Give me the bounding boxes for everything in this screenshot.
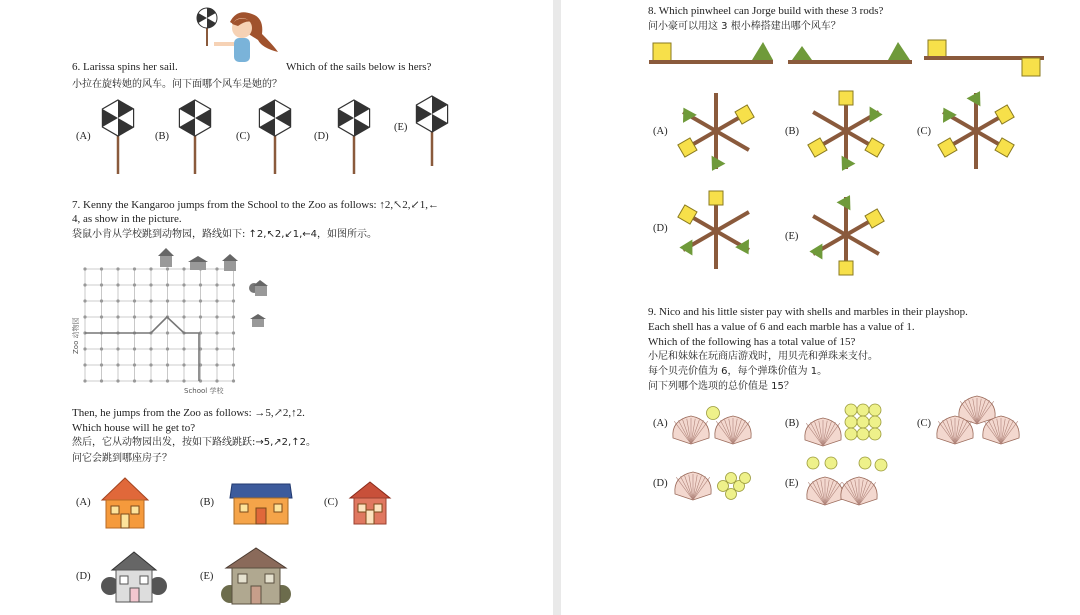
q7-option-d-label: (D) [76, 571, 91, 582]
q8-option-d-label: (D) [653, 223, 668, 234]
q9-option-e-label: (E) [785, 478, 799, 489]
q7-then-line2: Which house will he get to? [72, 422, 196, 434]
right-page [561, 0, 1080, 615]
pinwheel-d-image[interactable] [334, 98, 374, 176]
q6-option-d-label: (D) [314, 131, 329, 142]
q9-chinese-line2: 每个贝壳价值为 6，每个弹珠价值为 1。 [648, 366, 828, 377]
q7-option-c-label: (C) [324, 497, 338, 508]
rod-3-image [924, 38, 1049, 78]
q9-option-d-label: (D) [653, 478, 668, 489]
map-house-top-3 [222, 254, 238, 271]
star-pinwheel-b-image[interactable] [801, 86, 891, 176]
q9-text-line3: Which of the following has a total value of 15? [648, 336, 856, 348]
q9-option-c-image[interactable] [937, 394, 1027, 446]
house-d-image[interactable] [100, 548, 168, 606]
q8-option-b-label: (B) [785, 126, 799, 137]
pinwheel-e-image[interactable] [412, 94, 452, 172]
house-c-image[interactable] [346, 480, 394, 526]
q6-option-a-label: (A) [76, 131, 91, 142]
q9-option-b-image[interactable] [803, 400, 898, 448]
map-house-right-1 [249, 280, 268, 296]
q9-chinese-line1: 小尼和妹妹在玩商店游戏时，用贝壳和弹珠来支付。 [648, 351, 878, 362]
rod-1-image [649, 38, 774, 68]
q7-option-a-label: (A) [76, 497, 91, 508]
map-house-right-2 [250, 314, 266, 327]
q9-option-c-label: (C) [917, 418, 931, 429]
q7-chinese-text: 袋鼠小肯从学校跳到动物园，路线如下: ↑2,↖2,↙1,←4，如图所示。 [72, 229, 378, 240]
q7-text-line2: 4, as show in the picture. [72, 213, 182, 225]
q8-option-e-label: (E) [785, 231, 799, 242]
q8-option-c-label: (C) [917, 126, 931, 137]
grid-zoo-label: Zoo 动物园 [72, 317, 80, 354]
q9-option-a-label: (A) [653, 418, 668, 429]
q7-then-chinese-1: 然后，它从动物园出发，按如下路线跳跃:→5,↗2,↑2。 [72, 437, 316, 448]
house-b-image[interactable] [228, 478, 294, 526]
star-pinwheel-c-image[interactable] [931, 86, 1021, 176]
q6-option-b-label: (B) [155, 131, 169, 142]
q9-option-b-label: (B) [785, 418, 799, 429]
girl-with-pinwheel-illustration [192, 4, 282, 66]
q6-chinese-text: 小拉在旋转她的风车。问下面哪个风车是她的？ [72, 79, 282, 90]
q9-option-a-image[interactable] [671, 400, 761, 445]
q7-then-line1: Then, he jumps from the Zoo as follows: →5,↗2,↑2. [72, 407, 305, 419]
star-pinwheel-d-image[interactable] [671, 186, 761, 276]
q7-then-chinese-2: 问它会跳到哪座房子？ [72, 453, 172, 464]
q6-option-c-label: (C) [236, 131, 250, 142]
q7-option-e-label: (E) [200, 571, 214, 582]
grid-school-label: School 学校 [184, 387, 224, 395]
q8-option-a-label: (A) [653, 126, 668, 137]
house-a-image[interactable] [100, 476, 150, 530]
q6-option-e-label: (E) [394, 122, 408, 133]
q9-text-line1: 9. Nico and his little sister pay with shells and marbles in their playshop. [648, 306, 968, 318]
q7-text-line1: 7. Kenny the Kangaroo jumps from the School to the Zoo as follows: ↑2,↖2,↙1,← [72, 199, 440, 211]
q7-grid-map [68, 246, 278, 396]
house-e-image[interactable] [220, 546, 292, 608]
star-pinwheel-e-image[interactable] [801, 190, 891, 280]
map-house-top-2 [188, 256, 208, 270]
q6-text-2: Which of the sails below is hers? [286, 61, 432, 73]
pinwheel-c-image[interactable] [255, 98, 295, 176]
map-house-top-1 [158, 248, 174, 267]
rod-2-image [788, 38, 913, 68]
star-pinwheel-a-image[interactable] [671, 86, 761, 176]
q8-text: 8. Which pinwheel can Jorge build with these 3 rods? [648, 5, 884, 17]
q9-chinese-line3: 问下列哪个选项的总价值是 15？ [648, 381, 794, 392]
q9-text-line2: Each shell has a value of 6 and each marble has a value of 1. [648, 321, 915, 333]
q6-text: 6. Larissa spins her sail. [72, 61, 178, 73]
pinwheel-b-image[interactable] [175, 98, 215, 176]
q9-option-e-image[interactable] [803, 455, 893, 510]
q8-chinese-text: 问小豪可以用这 3 根小棒搭建出哪个风车？ [648, 21, 841, 32]
pinwheel-a-image[interactable] [98, 98, 138, 176]
q9-option-d-image[interactable] [671, 464, 761, 504]
q7-option-b-label: (B) [200, 497, 214, 508]
